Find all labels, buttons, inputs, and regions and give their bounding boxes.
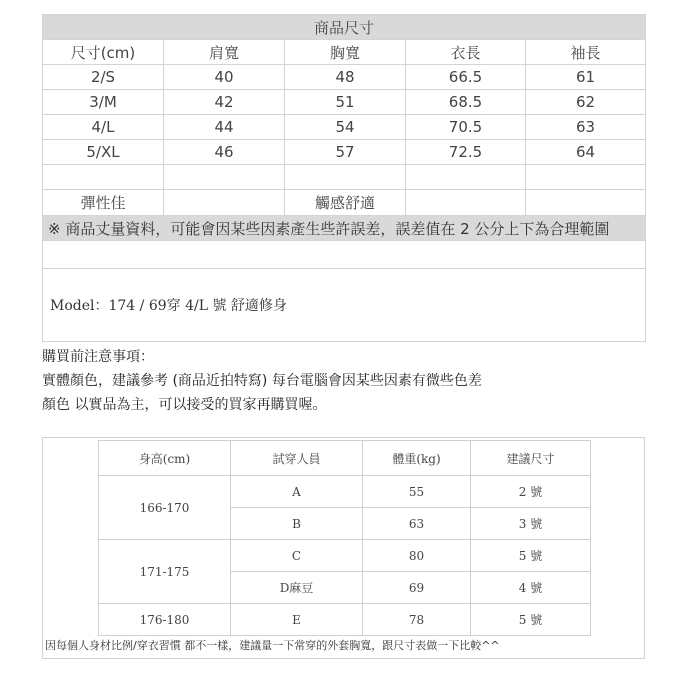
size-cell: 5/XL (43, 140, 164, 165)
size-cell: 4/L (43, 115, 164, 140)
header-sleeve: 袖長 (526, 40, 646, 65)
tester-name: D麻豆 (231, 572, 363, 604)
chest-cell: 51 (285, 90, 406, 115)
header-chest: 胸寬 (285, 40, 406, 65)
sleeve-cell: 63 (526, 115, 646, 140)
tester-weight: 80 (363, 540, 471, 572)
notes-heading: 購買前注意事項： (42, 349, 154, 365)
shoulder-cell: 42 (164, 90, 285, 115)
size-row (43, 90, 646, 115)
sleeve-cell: 61 (526, 65, 646, 90)
sleeve-cell: 62 (526, 90, 646, 115)
suggested-size: 4 號 (471, 572, 591, 604)
size-cell: 2/S (43, 65, 164, 90)
header-tester: 試穿人員 (231, 441, 363, 476)
header-length: 衣長 (406, 40, 526, 65)
tester-weight: 55 (363, 476, 471, 508)
elasticity-label: 彈性佳 (43, 190, 164, 216)
size-cell: 3/M (43, 90, 164, 115)
feel-label: 觸感舒適 (285, 190, 406, 216)
size-row (43, 65, 646, 90)
height-range: 176-180 (99, 604, 231, 636)
header-shoulder: 肩寬 (164, 40, 285, 65)
tester-weight: 78 (363, 604, 471, 636)
shoulder-cell: 46 (164, 140, 285, 165)
shoulder-cell: 44 (164, 115, 285, 140)
header-suggested-size: 建議尺寸 (471, 441, 591, 476)
tester-name: A (231, 476, 363, 508)
size-chart-table (42, 14, 646, 342)
height-range: 171-175 (99, 540, 231, 604)
size-row (43, 140, 646, 165)
measurement-note: ※ 商品丈量資料，可能會因某些因素產生些許誤差，誤差值在 2 公分上下為合理範圍 (43, 216, 646, 241)
header-size: 尺寸(cm) (43, 40, 164, 65)
header-weight: 體重(kg) (363, 441, 471, 476)
purchase-notes (42, 345, 645, 417)
blank-row (43, 241, 646, 269)
height-range: 166-170 (99, 476, 231, 540)
length-cell: 68.5 (406, 90, 526, 115)
notes-line: 實體顏色，建議參考 (商品近拍特寫) 每台電腦會因某些因素有微些色差 (42, 373, 482, 389)
suggested-size: 2 號 (471, 476, 591, 508)
size-chart-title: 商品尺寸 (43, 15, 646, 40)
feature-row (43, 190, 646, 216)
blank-row (43, 165, 646, 190)
tester-name: E (231, 604, 363, 636)
suggested-size: 3 號 (471, 508, 591, 540)
suggested-size: 5 號 (471, 540, 591, 572)
tester-weight: 63 (363, 508, 471, 540)
length-cell: 70.5 (406, 115, 526, 140)
tester-name: C (231, 540, 363, 572)
table-row (99, 476, 591, 508)
table-row (99, 604, 591, 636)
notes-line: 顏色 以實品為主，可以接受的買家再購買喔。 (42, 397, 327, 413)
length-cell: 72.5 (406, 140, 526, 165)
chest-cell: 54 (285, 115, 406, 140)
sleeve-cell: 64 (526, 140, 646, 165)
chest-cell: 48 (285, 65, 406, 90)
fitting-footer-note: 因每個人身材比例/穿衣習慣 都不一樣，建議量一下常穿的外套胸寬，跟尺寸表做一下比較^^ (45, 639, 500, 652)
suggested-size: 5 號 (471, 604, 591, 636)
chest-cell: 57 (285, 140, 406, 165)
tester-weight: 69 (363, 572, 471, 604)
shoulder-cell: 40 (164, 65, 285, 90)
table-row (99, 540, 591, 572)
size-row (43, 115, 646, 140)
length-cell: 66.5 (406, 65, 526, 90)
fitting-table (98, 440, 591, 636)
tester-name: B (231, 508, 363, 540)
fitting-section (42, 437, 645, 659)
model-info: Model：174 / 69穿 4/L 號 舒適修身 (43, 269, 646, 342)
header-height: 身高(cm) (99, 441, 231, 476)
